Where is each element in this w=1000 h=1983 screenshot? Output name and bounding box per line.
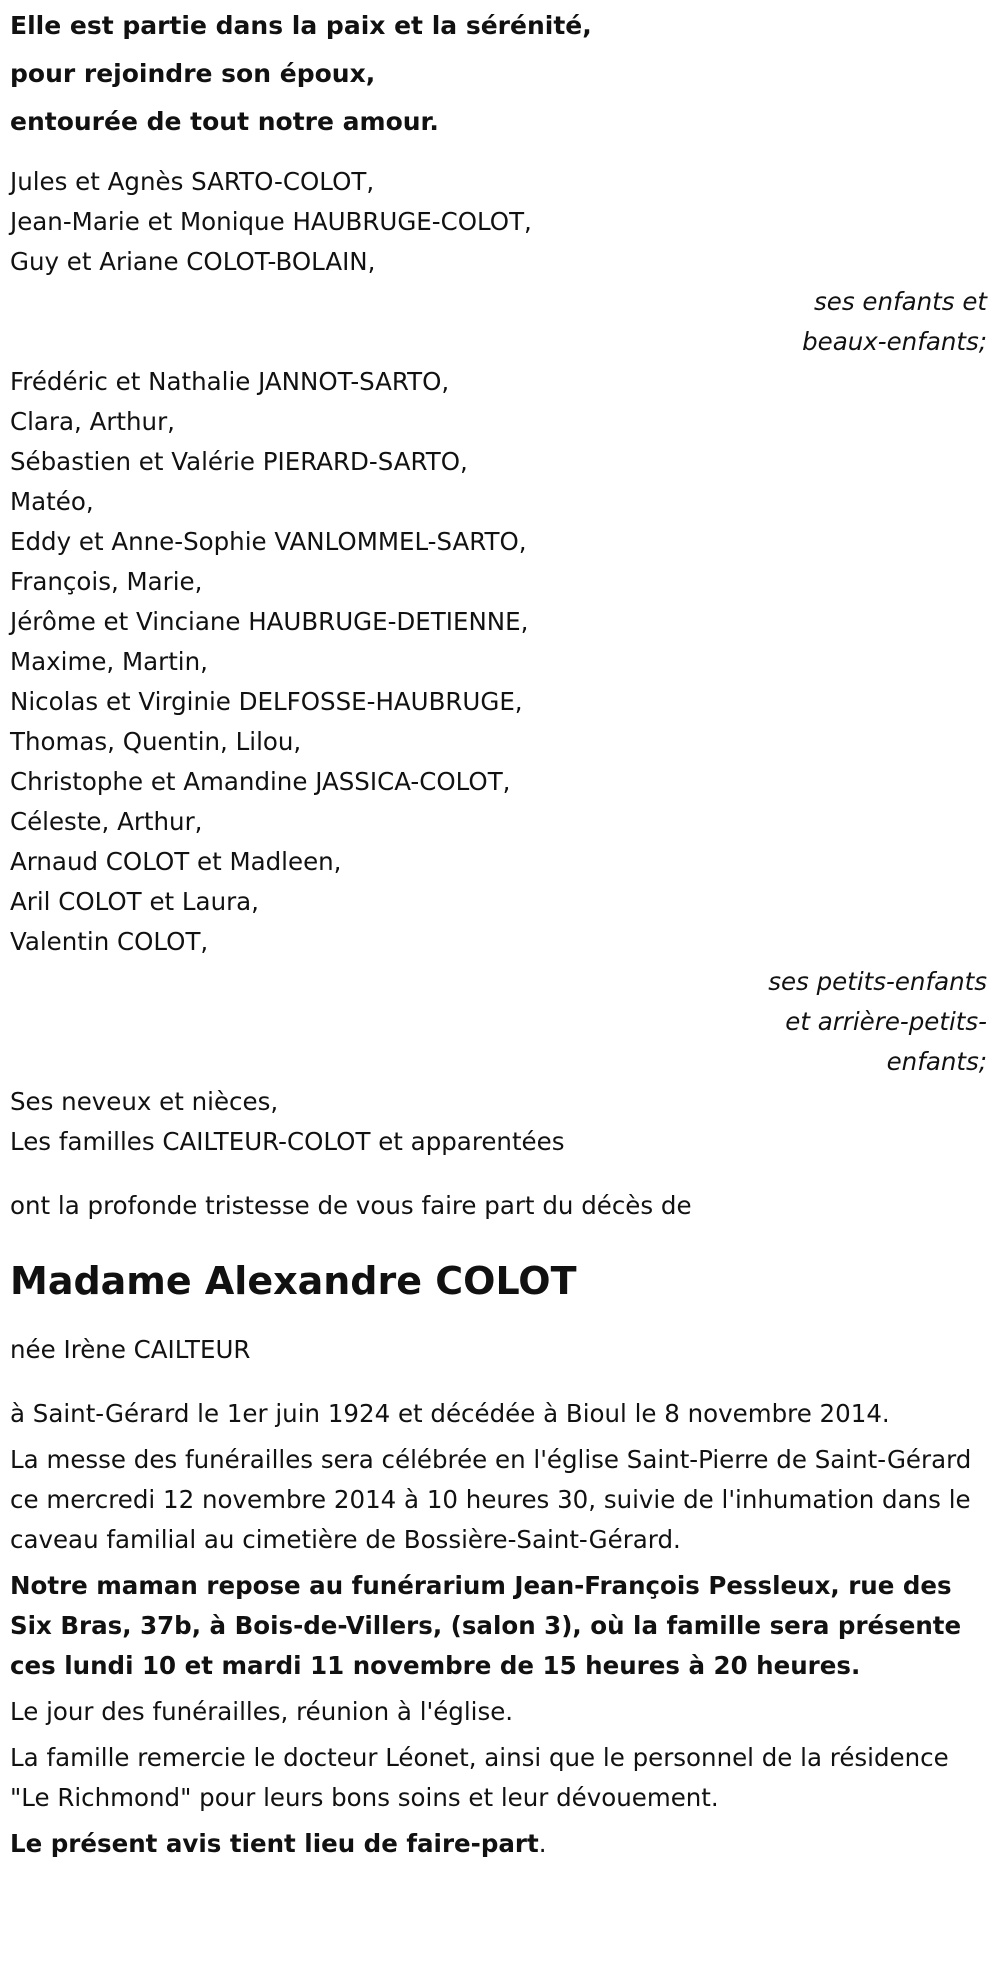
grandchildren-role-line-2: et arrière-petits- [785, 1007, 987, 1036]
thanks-info: La famille remercie le docteur Léonet, ainsi que le personnel de la résidence "Le Richmond" pour leurs bons soins et leur dévouement. [10, 1743, 949, 1812]
grandchild-name: Clara, Arthur, [10, 407, 175, 436]
grandchild-name: Arnaud COLOT et Madleen, [10, 847, 342, 876]
closing-notice-bold: Le présent avis tient lieu de faire-part [10, 1829, 539, 1858]
grandchild-name: Eddy et Anne-Sophie VANLOMMEL-SARTO, [10, 527, 527, 556]
grandchild-name: Aril COLOT et Laura, [10, 887, 259, 916]
intro-line-3: entourée de tout notre amour. [10, 107, 439, 136]
funeral-mass-info: La messe des funérailles sera célébrée en l'église Saint-Pierre de Saint-Gérard ce mercredi 12 novembre 2014 à 10 heures 30, suivie de l'inhumation dans le caveau familial au cimetière de Bossière-Saint-Gérard. [10, 1445, 972, 1554]
grandchild-name: Thomas, Quentin, Lilou, [10, 727, 302, 756]
grandchildren-list [10, 362, 995, 1082]
child-name: Guy et Ariane COLOT-BOLAIN, [10, 247, 376, 276]
intro-line-2: pour rejoindre son époux, [10, 59, 376, 88]
intro-line-1: Elle est partie dans la paix et la sérénité, [10, 11, 592, 40]
nephews-nieces: Ses neveux et nièces, [10, 1087, 279, 1116]
child-name: Jean-Marie et Monique HAUBRUGE-COLOT, [10, 207, 532, 236]
other-relatives [10, 1082, 995, 1162]
grandchild-name: Frédéric et Nathalie JANNOT-SARTO, [10, 367, 450, 396]
grandchild-name: Valentin COLOT, [10, 927, 209, 956]
closing-notice-period: . [538, 1829, 547, 1858]
birth-death-info: à Saint-Gérard le 1er juin 1924 et décédée à Bioul le 8 novembre 2014. [10, 1399, 890, 1428]
children-role-line-1: ses enfants et [814, 287, 987, 316]
child-name: Jules et Agnès SARTO-COLOT, [10, 167, 375, 196]
deceased-name: Madame Alexandre COLOT [10, 1259, 577, 1303]
grandchildren-role [10, 962, 995, 1082]
children-list [10, 162, 995, 362]
announcement-text: ont la profonde tristesse de vous faire part du décès de [10, 1191, 692, 1220]
grandchild-name: François, Marie, [10, 567, 203, 596]
grandchild-name: Céleste, Arthur, [10, 807, 203, 836]
obituary-page [0, 2, 1000, 1983]
closing-notice [10, 1824, 995, 1864]
grandchildren-role-line-1: ses petits-enfants [768, 967, 987, 996]
children-role-line-2: beaux-enfants; [802, 327, 987, 356]
grandchildren-role-line-3: enfants; [886, 1047, 987, 1076]
meeting-info: Le jour des funérailles, réunion à l'église. [10, 1697, 514, 1726]
obituary-content [10, 2, 995, 1864]
grandchild-name: Sébastien et Valérie PIERARD-SARTO, [10, 447, 468, 476]
intro-text [10, 2, 995, 146]
grandchild-name: Nicolas et Virginie DELFOSSE-HAUBRUGE, [10, 687, 523, 716]
children-role [10, 282, 995, 362]
grandchild-name: Jérôme et Vinciane HAUBRUGE-DETIENNE, [10, 607, 529, 636]
grandchild-name: Matéo, [10, 487, 94, 516]
born-name: née Irène CAILTEUR [10, 1335, 251, 1364]
grandchild-name: Christophe et Amandine JASSICA-COLOT, [10, 767, 511, 796]
funerarium-info: Notre maman repose au funérarium Jean-François Pessleux, rue des Six Bras, 37b, à Bois-de-Villers, (salon 3), où la famille sera présente ces lundi 10 et mardi 11 novembre de 15 heures à 20 heures. [10, 1571, 962, 1680]
families-line: Les familles CAILTEUR-COLOT et apparentées [10, 1127, 565, 1156]
grandchild-name: Maxime, Martin, [10, 647, 208, 676]
